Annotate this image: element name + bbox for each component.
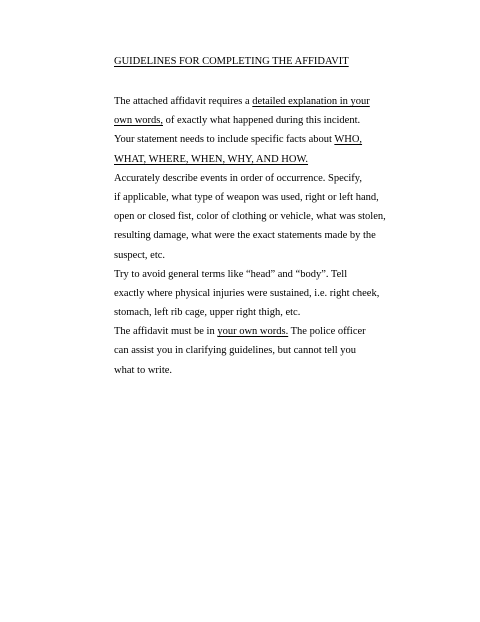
body-line [114,325,474,344]
text-segment: The affidavit must be in [114,326,218,338]
underlined-text: your own words. [217,326,289,338]
text-segment: resulting damage, what were the exact statements made by the [114,230,376,242]
text-segment: Accurately describe events in order of occurrence. Specify, [114,172,362,184]
underlined-text: own words, [114,115,163,127]
text-segment: stomach, left rib cage, upper right thigh, etc. [114,307,301,319]
text-segment: exactly where physical injuries were sustained, i.e. right cheek, [114,287,380,299]
body-line [114,153,474,172]
text-segment: The police officer [288,326,366,338]
body-line [114,95,474,114]
text-segment: what to write. [114,364,173,376]
body-line [114,172,474,191]
underlined-text: WHO, [334,134,363,146]
body-line [114,249,474,268]
body-line [114,344,474,363]
text-segment: can assist you in clarifying guidelines, but cannot tell you [114,345,357,357]
body-line [114,191,474,210]
underlined-text: WHAT, WHERE, WHEN, WHY, AND HOW. [114,153,309,165]
text-segment: suspect, etc. [114,249,166,261]
text-segment: The attached affidavit requires a [114,96,253,107]
text-segment: Try to avoid general terms like “head” and “body”. Tell [114,268,348,280]
body-line [114,114,474,133]
body-line [114,287,474,306]
text-segment: open or closed fist, color of clothing or vehicle, what was stolen, [114,211,386,223]
text-segment: of exactly what happened during this incident. [163,115,361,127]
body-line [114,364,474,383]
body-line [114,268,474,287]
underlined-text: detailed explanation in your [252,96,370,107]
body-line [114,306,474,325]
document-body [114,95,474,383]
body-line [114,210,474,229]
document-title: GUIDELINES FOR COMPLETING THE AFFIDAVIT [114,56,349,67]
body-line [114,229,474,248]
body-line [114,133,474,152]
text-segment: if applicable, what type of weapon was used, right or left hand, [114,191,379,203]
text-segment: Your statement needs to include specific facts about [114,134,335,146]
